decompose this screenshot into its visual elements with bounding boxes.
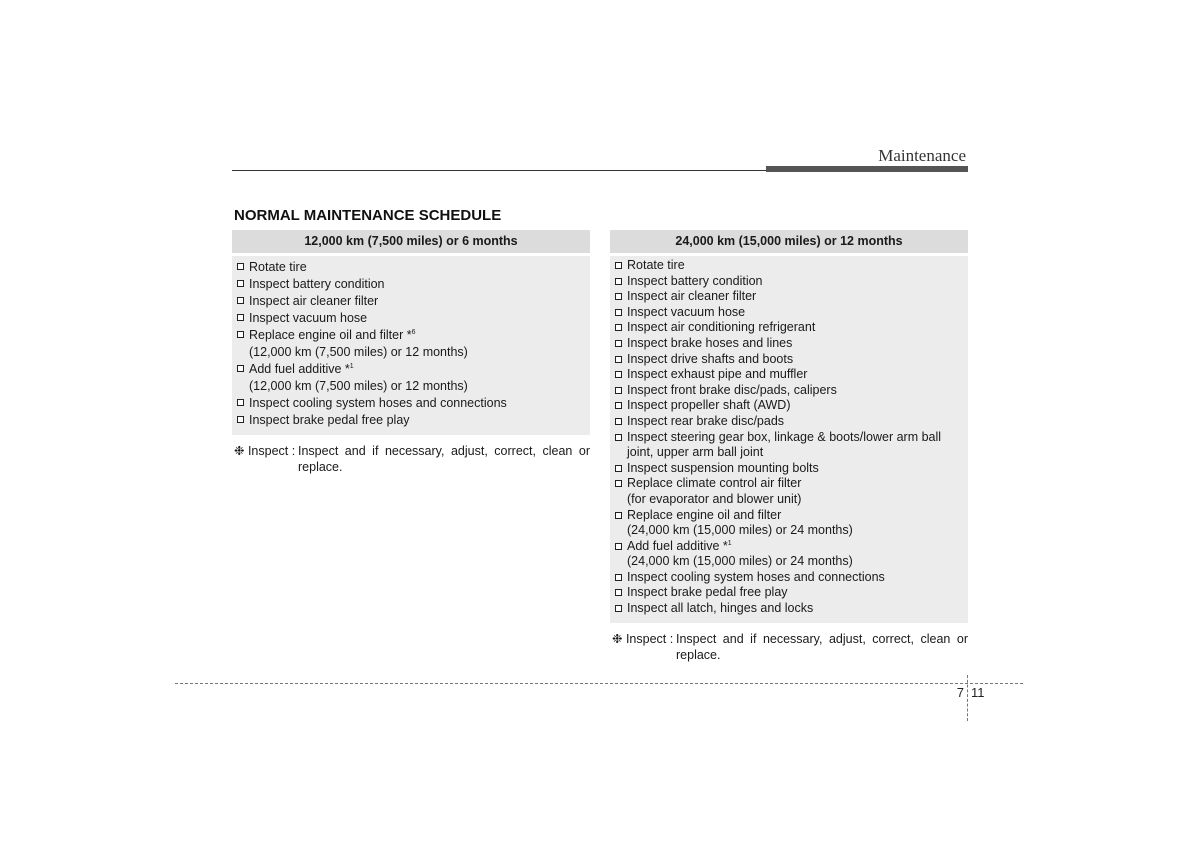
- checklist-item: [614, 398, 962, 414]
- checklist-item: [236, 378, 584, 395]
- checklist-item-text: Inspect rear brake disc/pads: [627, 413, 785, 428]
- checklist-item-text: Inspect vacuum hose: [249, 311, 368, 325]
- checklist-item-text: Inspect air cleaner filter: [249, 294, 379, 308]
- checkbox-icon: [237, 416, 244, 423]
- checklist-item: [614, 445, 962, 461]
- checklist-item: [614, 476, 962, 492]
- checklist-item: [614, 523, 962, 539]
- checklist-item: [614, 601, 962, 617]
- checklist-item-text: Add fuel additive *: [249, 362, 350, 376]
- checklist-item-text: Inspect battery condition: [249, 277, 385, 291]
- checklist-item: [614, 430, 962, 446]
- checklist-item-text: Inspect vacuum hose: [627, 304, 746, 319]
- checklist-item: [614, 570, 962, 586]
- checklist-item: [614, 336, 962, 352]
- checklist-item-text: Rotate tire: [249, 260, 307, 274]
- checklist-item-text: Replace engine oil and filter: [627, 507, 782, 522]
- checklist-item-text: Inspect brake hoses and lines: [627, 335, 793, 350]
- column-header: 24,000 km (15,000 miles) or 12 months: [610, 230, 968, 253]
- checklist-item: [614, 305, 962, 321]
- checkbox-icon: [615, 434, 622, 441]
- chapter-title: Maintenance: [878, 146, 966, 165]
- checklist-item-text: Rotate tire: [627, 258, 685, 272]
- checkbox-icon: [615, 262, 622, 269]
- checklist: [232, 256, 590, 435]
- schedule-column-24000km: [610, 230, 968, 663]
- checklist-item-text: Replace engine oil and filter *: [249, 328, 412, 342]
- checklist-item-text: (12,000 km (7,500 miles) or 12 months): [249, 379, 468, 393]
- note-text: Inspect and if necessary, adjust, correct, clean or replace.: [676, 632, 968, 662]
- checkbox-icon: [615, 278, 622, 285]
- checklist: [610, 256, 968, 623]
- checkbox-icon: [615, 574, 622, 581]
- checklist-item: [614, 492, 962, 508]
- header-rule-thin: [232, 170, 766, 171]
- checklist-item: [614, 585, 962, 601]
- checkbox-icon: [237, 297, 244, 304]
- checklist-item-text: joint, upper arm ball joint: [627, 445, 764, 460]
- checklist-item-text: Inspect drive shafts and boots: [627, 351, 794, 366]
- checklist-item: [236, 293, 584, 310]
- checklist-item: [236, 259, 584, 276]
- checklist-item-text: Inspect brake pedal free play: [249, 413, 410, 427]
- checkbox-icon: [615, 589, 622, 596]
- checklist-item: [614, 367, 962, 383]
- checklist-item: [614, 461, 962, 477]
- checklist-item: [614, 539, 962, 555]
- checklist-item: [236, 327, 584, 344]
- page-chapter-number: 7: [956, 685, 964, 700]
- checkbox-icon: [615, 309, 622, 316]
- checklist-item: [614, 320, 962, 336]
- footer-divider: [967, 675, 968, 721]
- column-header: 12,000 km (7,500 miles) or 6 months: [232, 230, 590, 253]
- checklist-item: [236, 276, 584, 293]
- checkbox-icon: [615, 387, 622, 394]
- checklist-item-text: (24,000 km (15,000 miles) or 24 months): [627, 554, 853, 569]
- checkbox-icon: [615, 543, 622, 550]
- checklist-item: [236, 395, 584, 412]
- checkbox-icon: [615, 356, 622, 363]
- checkbox-icon: [237, 365, 244, 372]
- checklist-item-text: (12,000 km (7,500 miles) or 12 months): [249, 345, 468, 359]
- checklist-item: [236, 344, 584, 361]
- checklist-item-text: (for evaporator and blower unit): [627, 491, 802, 506]
- schedule-column-12000km: [232, 230, 590, 475]
- inspect-note: [232, 443, 590, 475]
- checklist-item: [614, 554, 962, 570]
- checklist-item: [614, 289, 962, 305]
- checklist-item-text: Inspect suspension mounting bolts: [627, 460, 819, 475]
- footer-rule: [175, 683, 1023, 684]
- checklist-item: [236, 310, 584, 327]
- checklist-item-text: Inspect battery condition: [627, 273, 763, 288]
- checkbox-icon: [237, 399, 244, 406]
- footnote-marker: 6: [411, 329, 416, 336]
- checkbox-icon: [615, 371, 622, 378]
- checkbox-icon: [615, 480, 622, 487]
- checkbox-icon: [237, 263, 244, 270]
- checklist-item: [614, 274, 962, 290]
- checklist-item: [614, 508, 962, 524]
- footnote-marker: 1: [349, 363, 354, 370]
- checkbox-icon: [615, 512, 622, 519]
- checklist-item-text: Inspect propeller shaft (AWD): [627, 398, 791, 413]
- checkbox-icon: [237, 280, 244, 287]
- section-title: NORMAL MAINTENANCE SCHEDULE: [234, 207, 502, 224]
- checklist-item: [614, 258, 962, 274]
- checklist-item: [614, 414, 962, 430]
- checkbox-icon: [615, 324, 622, 331]
- checklist-item-text: Inspect air cleaner filter: [627, 289, 757, 304]
- checkbox-icon: [615, 418, 622, 425]
- checklist-item: [614, 352, 962, 368]
- checklist-item-text: Inspect front brake disc/pads, calipers: [627, 382, 837, 397]
- note-text: Inspect and if necessary, adjust, correct, clean or replace.: [298, 444, 590, 474]
- note-key: ❉ Inspect :: [234, 444, 296, 458]
- footnote-marker: 1: [727, 539, 732, 547]
- note-key: ❉ Inspect :: [612, 632, 674, 646]
- checklist-item-text: Replace climate control air filter: [627, 476, 802, 491]
- checklist-item: [614, 383, 962, 399]
- checklist-item-text: Inspect exhaust pipe and muffler: [627, 367, 808, 382]
- checklist-item-text: Inspect steering gear box, linkage & boots/lower arm ball: [627, 429, 942, 444]
- checklist-item: [236, 412, 584, 429]
- checkbox-icon: [615, 293, 622, 300]
- checklist-item: [236, 361, 584, 378]
- checkbox-icon: [237, 331, 244, 338]
- checklist-item-text: Inspect brake pedal free play: [627, 585, 788, 600]
- checkbox-icon: [237, 314, 244, 321]
- checklist-item-text: Inspect air conditioning refrigerant: [627, 320, 816, 335]
- inspect-note: [610, 631, 968, 663]
- checkbox-icon: [615, 340, 622, 347]
- checkbox-icon: [615, 605, 622, 612]
- checklist-item-text: (24,000 km (15,000 miles) or 24 months): [627, 523, 853, 538]
- page-number: 11: [971, 685, 985, 700]
- checkbox-icon: [615, 402, 622, 409]
- checklist-item-text: Add fuel additive *: [627, 538, 728, 553]
- checklist-item-text: Inspect cooling system hoses and connections: [249, 396, 507, 410]
- checklist-item-text: Inspect cooling system hoses and connections: [627, 569, 885, 584]
- checklist-item-text: Inspect all latch, hinges and locks: [627, 601, 814, 616]
- checkbox-icon: [615, 465, 622, 472]
- header-rule-thick: [766, 166, 968, 172]
